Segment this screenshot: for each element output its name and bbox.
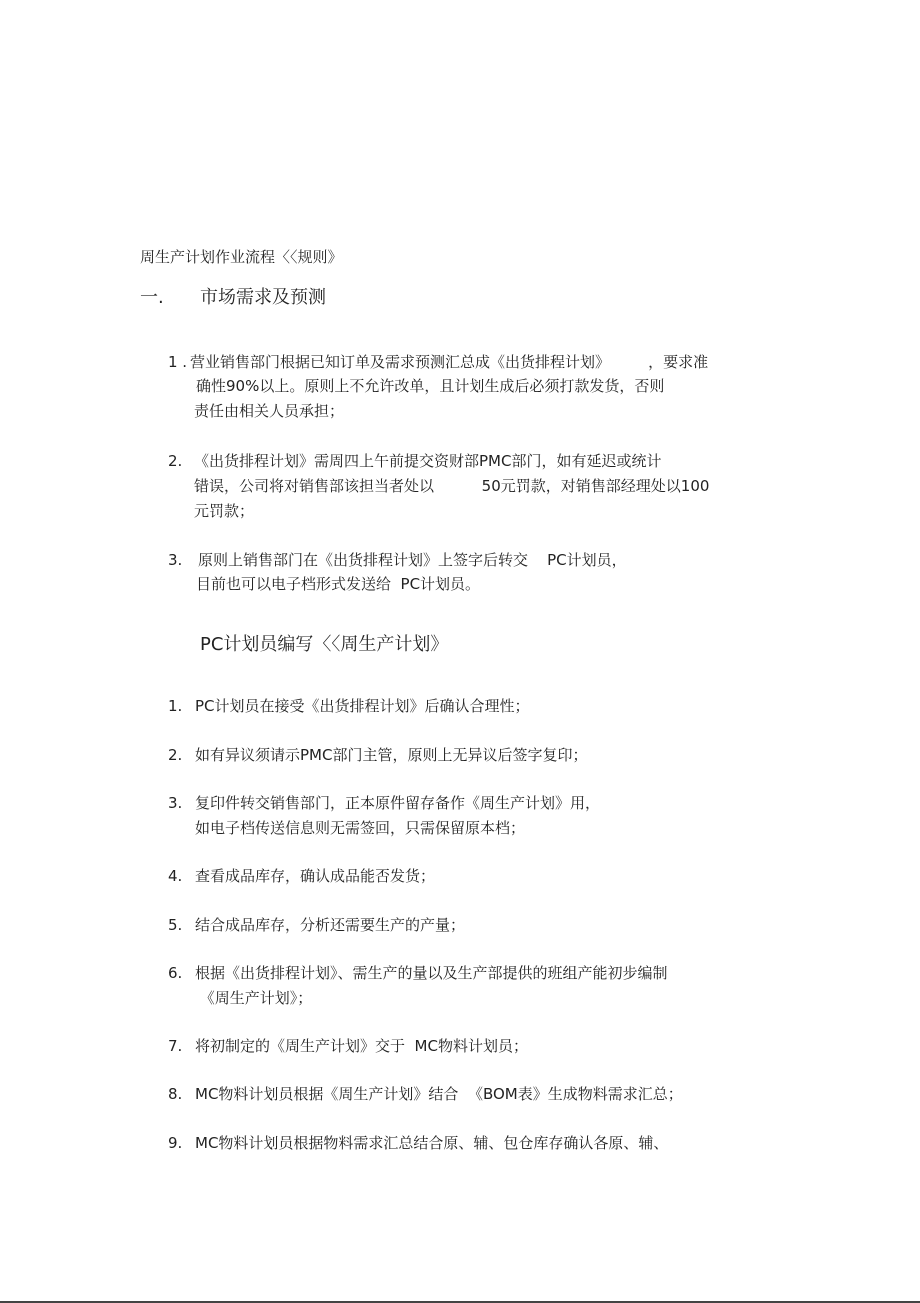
item-text: 原则上销售部门在《出货排程计划》上签字后转交 PC计划员， [198, 551, 627, 569]
item-text: MC物料计划员根据物料需求汇总结合原、辅、包仓库存确认各原、辅、 [195, 1134, 669, 1152]
item-text: 《出货排程计划》需周四上午前提交资财部PMC部门，如有延迟或统计 [194, 452, 662, 470]
item-number: 2. [168, 746, 183, 764]
item-number: 3. [168, 551, 183, 569]
item-number: 3. [168, 794, 183, 812]
item-text: 查看成品库存，确认成品能否发货； [195, 867, 436, 885]
item-text: 《周生产计划》； [195, 989, 313, 1007]
item-number: 1. [168, 697, 183, 715]
section-1-number: 一. [140, 287, 164, 308]
item-number: 2. [168, 452, 183, 470]
item-text: 目前也可以电子档形式发送给 PC计划员。 [196, 575, 481, 593]
item-text: 结合成品库存，分析还需要生产的产量； [195, 916, 466, 934]
item-text: PC计划员在接受《出货排程计划》后确认合理性； [195, 697, 530, 715]
item-number: 6. [168, 964, 183, 982]
document-title: 周生产计划作业流程〈〈规则》 [140, 248, 343, 266]
item-text: 如有异议须请示PMC部门主管，原则上无异议后签字复印； [195, 746, 588, 764]
item-text: 责任由相关人员承担； [194, 402, 345, 420]
item-text: 将初制定的《周生产计划》交于 MC物料计划员； [195, 1037, 528, 1055]
section-1-heading: 市场需求及预测 [200, 287, 326, 308]
item-text: 错误，公司将对销售部该担当者处以 50元罚款，对销售部经理处以100 [194, 477, 710, 495]
item-text: 元罚款； [194, 502, 255, 520]
item-text: MC物料计划员根据《周生产计划》结合 《BOM表》生成物料需求汇总； [195, 1085, 683, 1103]
item-number: 1 . [168, 353, 188, 371]
item-text: 确性90%以上。原则上不允许改单，且计划生成后必须打款发货，否则 [196, 377, 665, 395]
item-number: 9. [168, 1134, 183, 1152]
section-2-heading: PC计划员编写〈〈周生产计划》 [200, 634, 449, 655]
item-text: 营业销售部门根据已知订单及需求预测汇总成《出货排程计划》 ，要求准 [190, 353, 709, 371]
item-text: 如电子档传送信息则无需签回，只需保留原本档； [195, 819, 526, 837]
item-number: 8. [168, 1085, 183, 1103]
item-text: 根据《出货排程计划》、需生产的量以及生产部提供的班组产能初步编制 [195, 964, 668, 982]
item-number: 7. [168, 1037, 183, 1055]
item-number: 5. [168, 916, 183, 934]
item-number: 4. [168, 867, 183, 885]
item-text: 复印件转交销售部门，正本原件留存备作《周生产计划》用， [195, 794, 601, 812]
